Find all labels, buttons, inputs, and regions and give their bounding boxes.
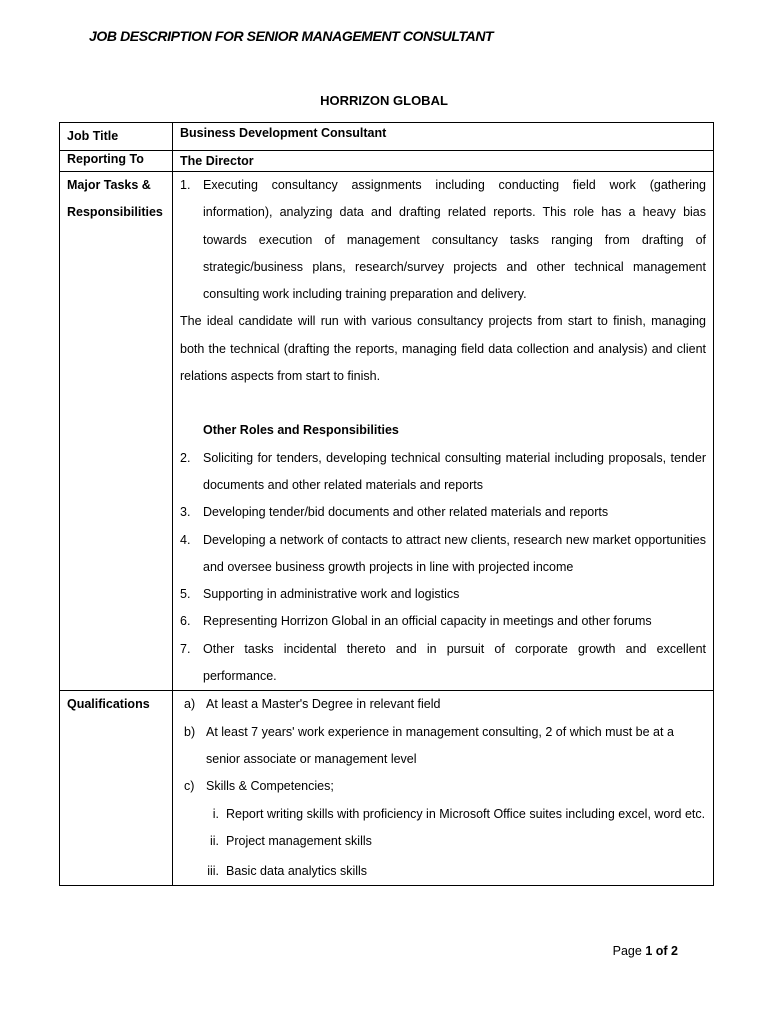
table-row <box>60 123 714 151</box>
list-roman: i. <box>212 806 219 821</box>
list-text: Soliciting for tenders, developing technical consulting material including proposals, tender documents and other related materials and reports <box>203 450 706 492</box>
page-number <box>613 944 678 958</box>
label-cell <box>60 172 173 691</box>
list-roman: ii. <box>209 833 219 848</box>
list-number: 1. <box>180 178 191 192</box>
list-number: 5. <box>180 587 191 602</box>
list-item <box>180 608 706 635</box>
list-text: Developing tender/bid documents and other related materials and reports <box>203 505 609 520</box>
tasks-label-line2: Responsibilities <box>67 205 163 219</box>
list-roman: iii. <box>207 864 219 879</box>
list-item <box>180 527 706 582</box>
list-text: Supporting in administrative work and logistics <box>203 587 460 602</box>
list-text: Executing consultancy assignments including conducting field work (gathering information), analyzing data and drafting related reports. This role has a heavy bias towards execution of management consultancy tasks ranging from drafting of strategic/business plans, research/survey projects and other technical management consulting work including training preparation and delivery. <box>203 178 706 302</box>
list-text: Representing Horrizon Global in an official capacity in meetings and other forums <box>203 614 652 629</box>
list-number: 6. <box>180 614 191 629</box>
label-cell <box>60 151 173 172</box>
document-header: JOB DESCRIPTION FOR SENIOR MANAGEMENT CONSULTANT <box>89 28 494 44</box>
list-item <box>180 172 706 308</box>
list-number: 3. <box>180 505 191 520</box>
other-roles-heading: Other Roles and Responsibilities <box>203 423 399 438</box>
label-cell <box>60 123 173 151</box>
label-cell <box>60 691 173 886</box>
list-text: Other tasks incidental thereto and in pursuit of corporate growth and excellent performance. <box>203 641 706 684</box>
list-number: 2. <box>180 450 191 465</box>
job-title-value: Business Development Consultant <box>180 126 387 140</box>
total-pages: 2 <box>671 944 678 958</box>
table-row <box>60 691 714 886</box>
current-page: 1 <box>645 944 653 958</box>
other-roles-list <box>180 445 706 691</box>
ideal-candidate-text: The ideal candidate will run with various consultancy projects from start to finish, managing both the technical (drafting the reports, managing field data collection and analysis) and client relations aspects from start to finish. <box>180 314 706 384</box>
list-item <box>180 636 706 691</box>
list-letter: c) <box>184 779 195 794</box>
job-description-table <box>59 122 714 886</box>
tasks-cell <box>173 172 714 691</box>
reporting-to-value: The Director <box>180 154 254 168</box>
list-text: Skills & Competencies; <box>206 779 334 794</box>
list-item <box>180 581 706 608</box>
value-cell <box>173 123 714 151</box>
list-text: At least a Master's Degree in relevant field <box>206 697 441 712</box>
list-item <box>180 445 706 500</box>
job-title-label: Job Title <box>67 129 119 143</box>
list-text: At least 7 years' work experience in management consulting, 2 of which must be at a senior associate or management level <box>206 724 674 766</box>
list-text: Project management skills <box>226 833 372 848</box>
list-letter: b) <box>184 724 196 739</box>
qualifications-label: Qualifications <box>67 697 150 712</box>
list-number: 7. <box>180 641 191 656</box>
qualifications-cell <box>173 691 714 886</box>
list-item <box>180 858 706 885</box>
value-cell <box>173 151 714 172</box>
list-item <box>180 801 706 828</box>
list-item <box>180 828 706 855</box>
list-text: Developing a network of contacts to attract new clients, research new market opportunities and oversee business growth projects in line with projected income <box>203 532 706 574</box>
list-text: Report writing skills with proficiency in Microsoft Office suites including excel, word etc. <box>226 806 706 821</box>
list-letter: a) <box>184 697 196 712</box>
list-text: Basic data analytics skills <box>226 864 368 879</box>
of-word: of <box>655 944 668 958</box>
list-number: 4. <box>180 532 191 547</box>
list-item <box>180 773 706 800</box>
table-row <box>60 151 714 172</box>
list-item <box>180 719 706 774</box>
company-name: HORRIZON GLOBAL <box>320 93 448 108</box>
page-word: Page <box>612 944 642 958</box>
table-row <box>60 172 714 691</box>
reporting-to-label: Reporting To <box>67 152 144 166</box>
list-item <box>180 691 706 718</box>
tasks-label-line1: Major Tasks & <box>67 178 151 192</box>
list-item <box>180 499 706 526</box>
